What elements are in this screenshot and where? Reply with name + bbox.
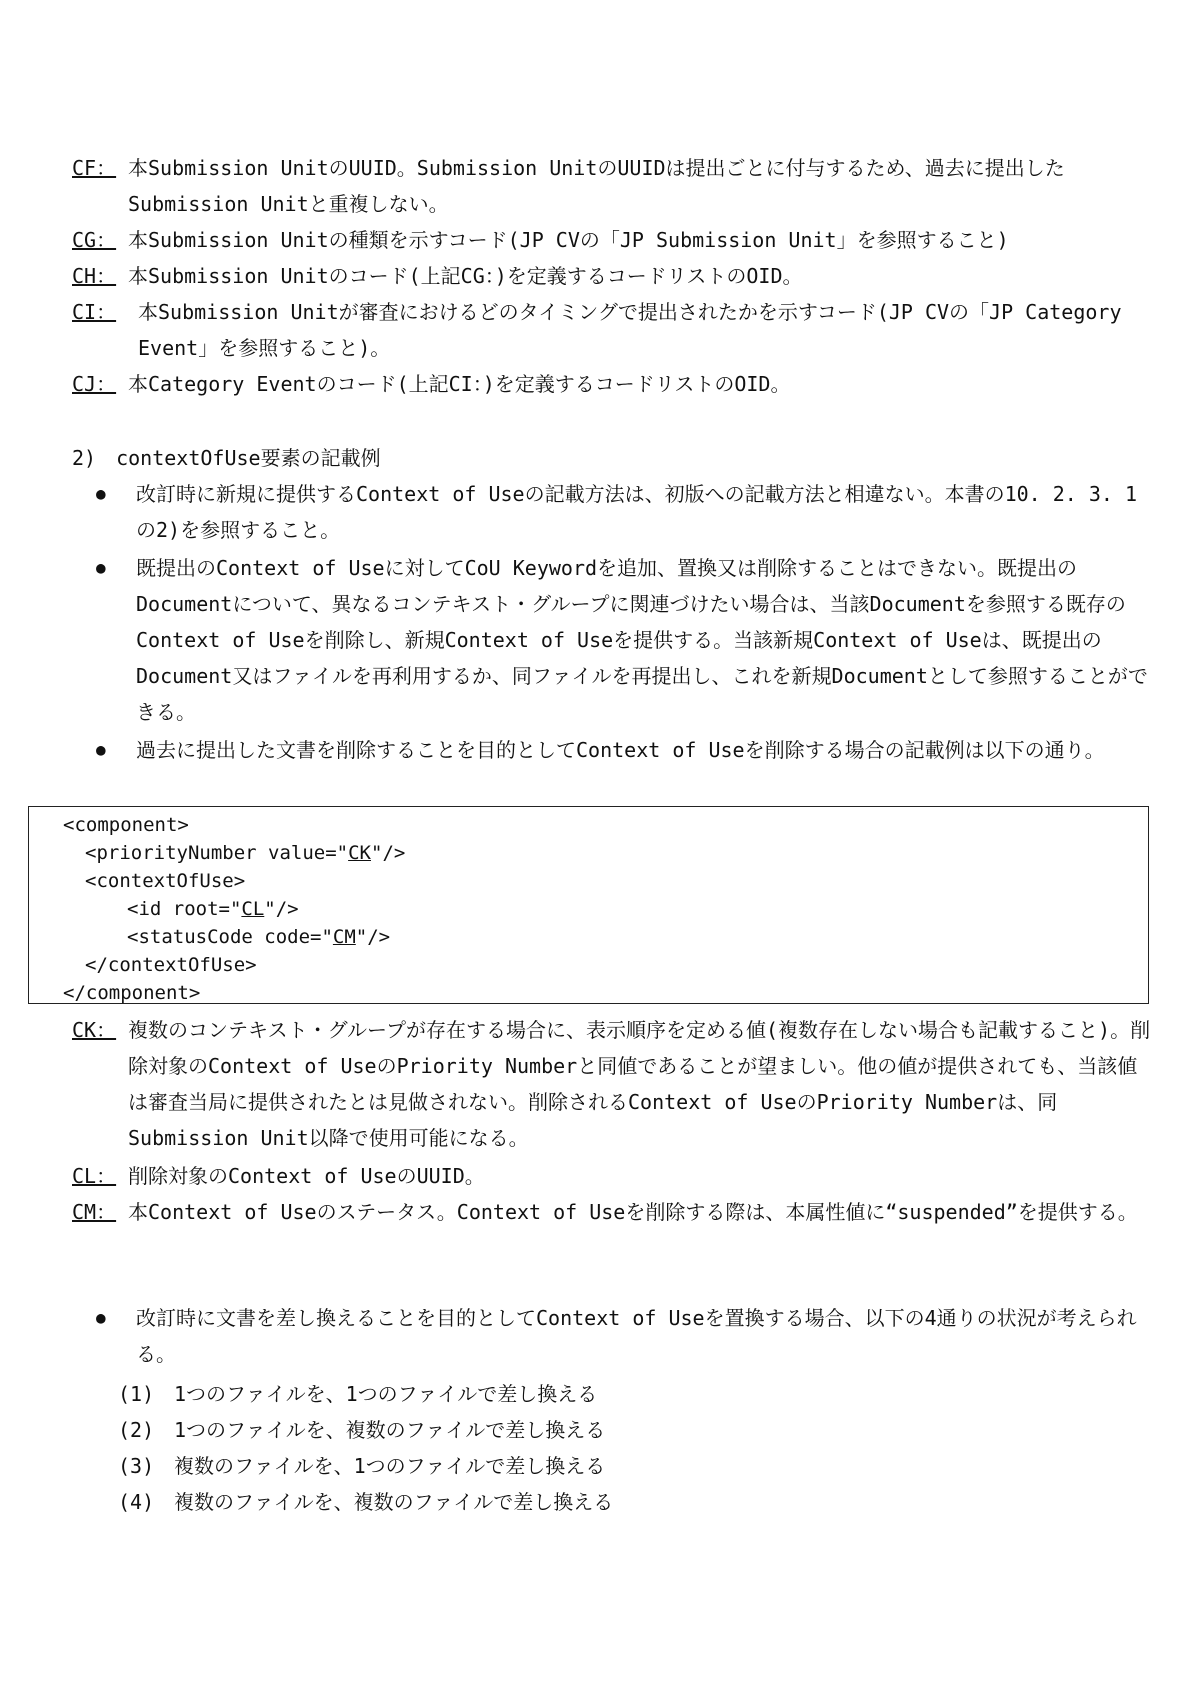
case-text: 1つのファイルを、複数のファイルで差し換える: [174, 1418, 606, 1442]
bullet-text: 改訂時に新規に提供するContext of Useの記載方法は、初版への記載方法と相違ない。本書の10. 2. 3. 1の2)を参照すること。: [136, 482, 1138, 542]
definition-cl: [72, 1158, 1152, 1194]
case-item: [118, 1448, 605, 1484]
bullet-icon: ●: [96, 740, 106, 759]
case-item: [118, 1376, 597, 1412]
definition-ch: [72, 258, 1152, 294]
code-line: <component>: [63, 814, 189, 836]
definition-ci: [72, 294, 1152, 366]
case-item: [118, 1484, 613, 1520]
code-placeholder: CL: [241, 898, 265, 920]
definition-text: 削除対象のContext of UseのUUID。: [128, 1164, 485, 1188]
definition-text: 本Context of Useのステータス。Context of Useを削除する際は、本属性値に“suspended”を提供する。: [128, 1200, 1138, 1224]
definition-label: CH：: [72, 264, 117, 288]
code-placeholder: CM: [332, 926, 356, 948]
case-text: 1つのファイルを、1つのファイルで差し換える: [174, 1382, 598, 1406]
bullet-item: [96, 550, 1152, 730]
bullet-text: 既提出のContext of Useに対してCoU Keywordを追加、置換又は削除することはできない。既提出のDocumentについて、異なるコンテキスト・グループに関連づけたい場合は、当該Documentを参照する既存のContext of Useを削除し、新規Context of Useを提供する。当該新規Context of Useは、既提出のDocument又はファイルを再利用するか、同ファイルを再提出し、これを新規Documentとして参照することができる。: [136, 556, 1148, 724]
definition-label: CF：: [72, 156, 117, 180]
definition-label: CK：: [72, 1018, 117, 1042]
case-text: 複数のファイルを、複数のファイルで差し換える: [174, 1490, 614, 1514]
definition-label: CJ：: [72, 372, 117, 396]
code-line: <statusCode code="CM"/>: [127, 926, 391, 948]
code-line: <priorityNumber value="CK"/>: [85, 842, 406, 864]
section-heading: 2) contextOfUse要素の記載例: [72, 446, 381, 470]
definition-cj: [72, 366, 1152, 402]
definition-text: 本Submission Unitの種類を示すコード(JP CVの「JP Submission Unit」を参照すること): [128, 228, 1009, 252]
code-placeholder: CK: [348, 842, 371, 864]
definition-label: CI：: [72, 300, 117, 324]
case-number: (1): [118, 1382, 155, 1406]
code-example-box: [28, 806, 1149, 1004]
definition-label: CG：: [72, 228, 117, 252]
code-line: <id root="CL"/>: [127, 898, 299, 920]
definition-ck: [72, 1012, 1152, 1156]
code-line: </contextOfUse>: [85, 954, 257, 976]
bullet-icon: ●: [96, 484, 106, 503]
definition-text: 複数のコンテキスト・グループが存在する場合に、表示順序を定める値(複数存在しない場合も記載すること)。削除対象のContext of UseのPriority Numberと同値であることが望ましい。他の値が提供されても、当該値は審査当局に提供されたとは見做されない。削除されるContext of UseのPriority Numberは、同Submission Unit以降で使用可能になる。: [128, 1018, 1151, 1150]
code-line: <contextOfUse>: [85, 870, 246, 892]
bullet-icon: ●: [96, 1308, 106, 1327]
definition-label: CM：: [72, 1200, 117, 1224]
bullet-item: [96, 1300, 1152, 1372]
case-number: (4): [118, 1490, 155, 1514]
bullet-text: 過去に提出した文書を削除することを目的としてContext of Useを削除する場合の記載例は以下の通り。: [136, 738, 1105, 762]
definition-text: 本Category Eventのコード(上記CI：)を定義するコードリストのOID。: [128, 372, 791, 396]
case-number: (2): [118, 1418, 155, 1442]
definition-cf: [72, 150, 1152, 222]
case-number: (3): [118, 1454, 155, 1478]
bullet-text: 改訂時に文書を差し換えることを目的としてContext of Useを置換する場合、以下の4通りの状況が考えられる。: [136, 1306, 1137, 1366]
bullet-item: [96, 732, 1152, 768]
definition-text: 本Submission Unitが審査におけるどのタイミングで提出されたかを示すコード(JP CVの「JP Category Event」を参照すること)。: [138, 300, 1122, 360]
bullet-item: [96, 476, 1152, 548]
definition-cm: [72, 1194, 1152, 1230]
case-text: 複数のファイルを、1つのファイルで差し換える: [174, 1454, 606, 1478]
definition-text: 本Submission Unitのコード(上記CG：)を定義するコードリストのOID。: [128, 264, 803, 288]
definition-cg: [72, 222, 1152, 258]
code-line: </component>: [63, 982, 201, 1004]
definition-text: 本Submission UnitのUUID。Submission UnitのUUIDは提出ごとに付与するため、過去に提出したSubmission Unitと重複しない。: [128, 156, 1065, 216]
case-item: [118, 1412, 605, 1448]
bullet-icon: ●: [96, 558, 106, 577]
definition-label: CL：: [72, 1164, 117, 1188]
